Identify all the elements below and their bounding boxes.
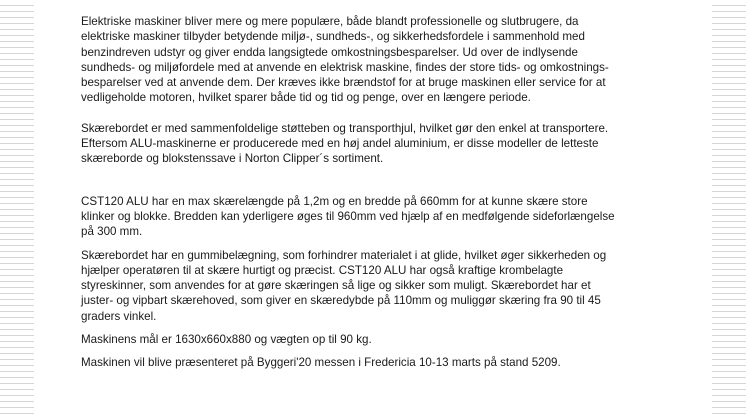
paragraph-dimensions: Maskinens mål er 1630x660x880 og vægten op til 90 kg. — [81, 333, 372, 347]
paragraph-cutting-length: CST120 ALU har en max skærelængde på 1,2m og en bredde på 660mm for at kunne skære store klinker og blokke. Bredden kan yderligere øges til 960mm ved hjælp af en medfølgende sideforlængelse på 300 mm. — [81, 194, 615, 239]
left-striped-margin — [0, 0, 34, 419]
right-striped-margin — [712, 0, 746, 419]
paragraph-exhibition: Maskinen vil blive præsenteret på Byggeri'20 messen i Fredericia 10-13 marts på stand 5209. — [81, 356, 561, 370]
paragraph-rubber-coating: Skærebordet har en gummibelægning, som forhindrer materialet i at glide, hvilket øger sikkerheden og hjælper operatøren til at skære hurtigt og præcist. CST120 ALU har også kraftige krombelagte styreskinner, som anvendes for at gøre skæringen så lige og sikker som muligt. Skærebordet har et juster- og vipbart skærehoved, som giver en skæredybde på 110mm og muliggør skæring fra 90 til 45 graders vinkel. — [81, 248, 607, 323]
paragraph-intro: Elektriske maskiner bliver mere og mere populære, både blandt professionelle og slutbrugere, da elektriske maskiner tilbyder betydende miljø-, sundheds-, og sikkerhedsfordele i sammenhold med benzindreven udstyr og giver endda langsigtede omkostningsbesparelser. Ud over de indlysende sundheds- og miljøfordele med at anvende en elektrisk maskine, findes der store tids- og omkostnings- besparelser ved at anvende dem. Der kræves ikke brændstof for at bruge maskinen eller service for at vedligeholde motoren, hvilket sparer både tid og tid og penge, over en længere periode. — [81, 15, 609, 105]
paragraph-cutting-table: Skærebordet er med sammenfoldelige støtteben og transporthjul, hvilket gør den enkel at transportere. Eftersom ALU-maskinerne er producerede med en høj andel aluminium, er disse modeller de letteste skæreborde og blokstenssave i Norton Clipper´s sortiment. — [81, 121, 609, 166]
document-body — [81, 14, 671, 371]
